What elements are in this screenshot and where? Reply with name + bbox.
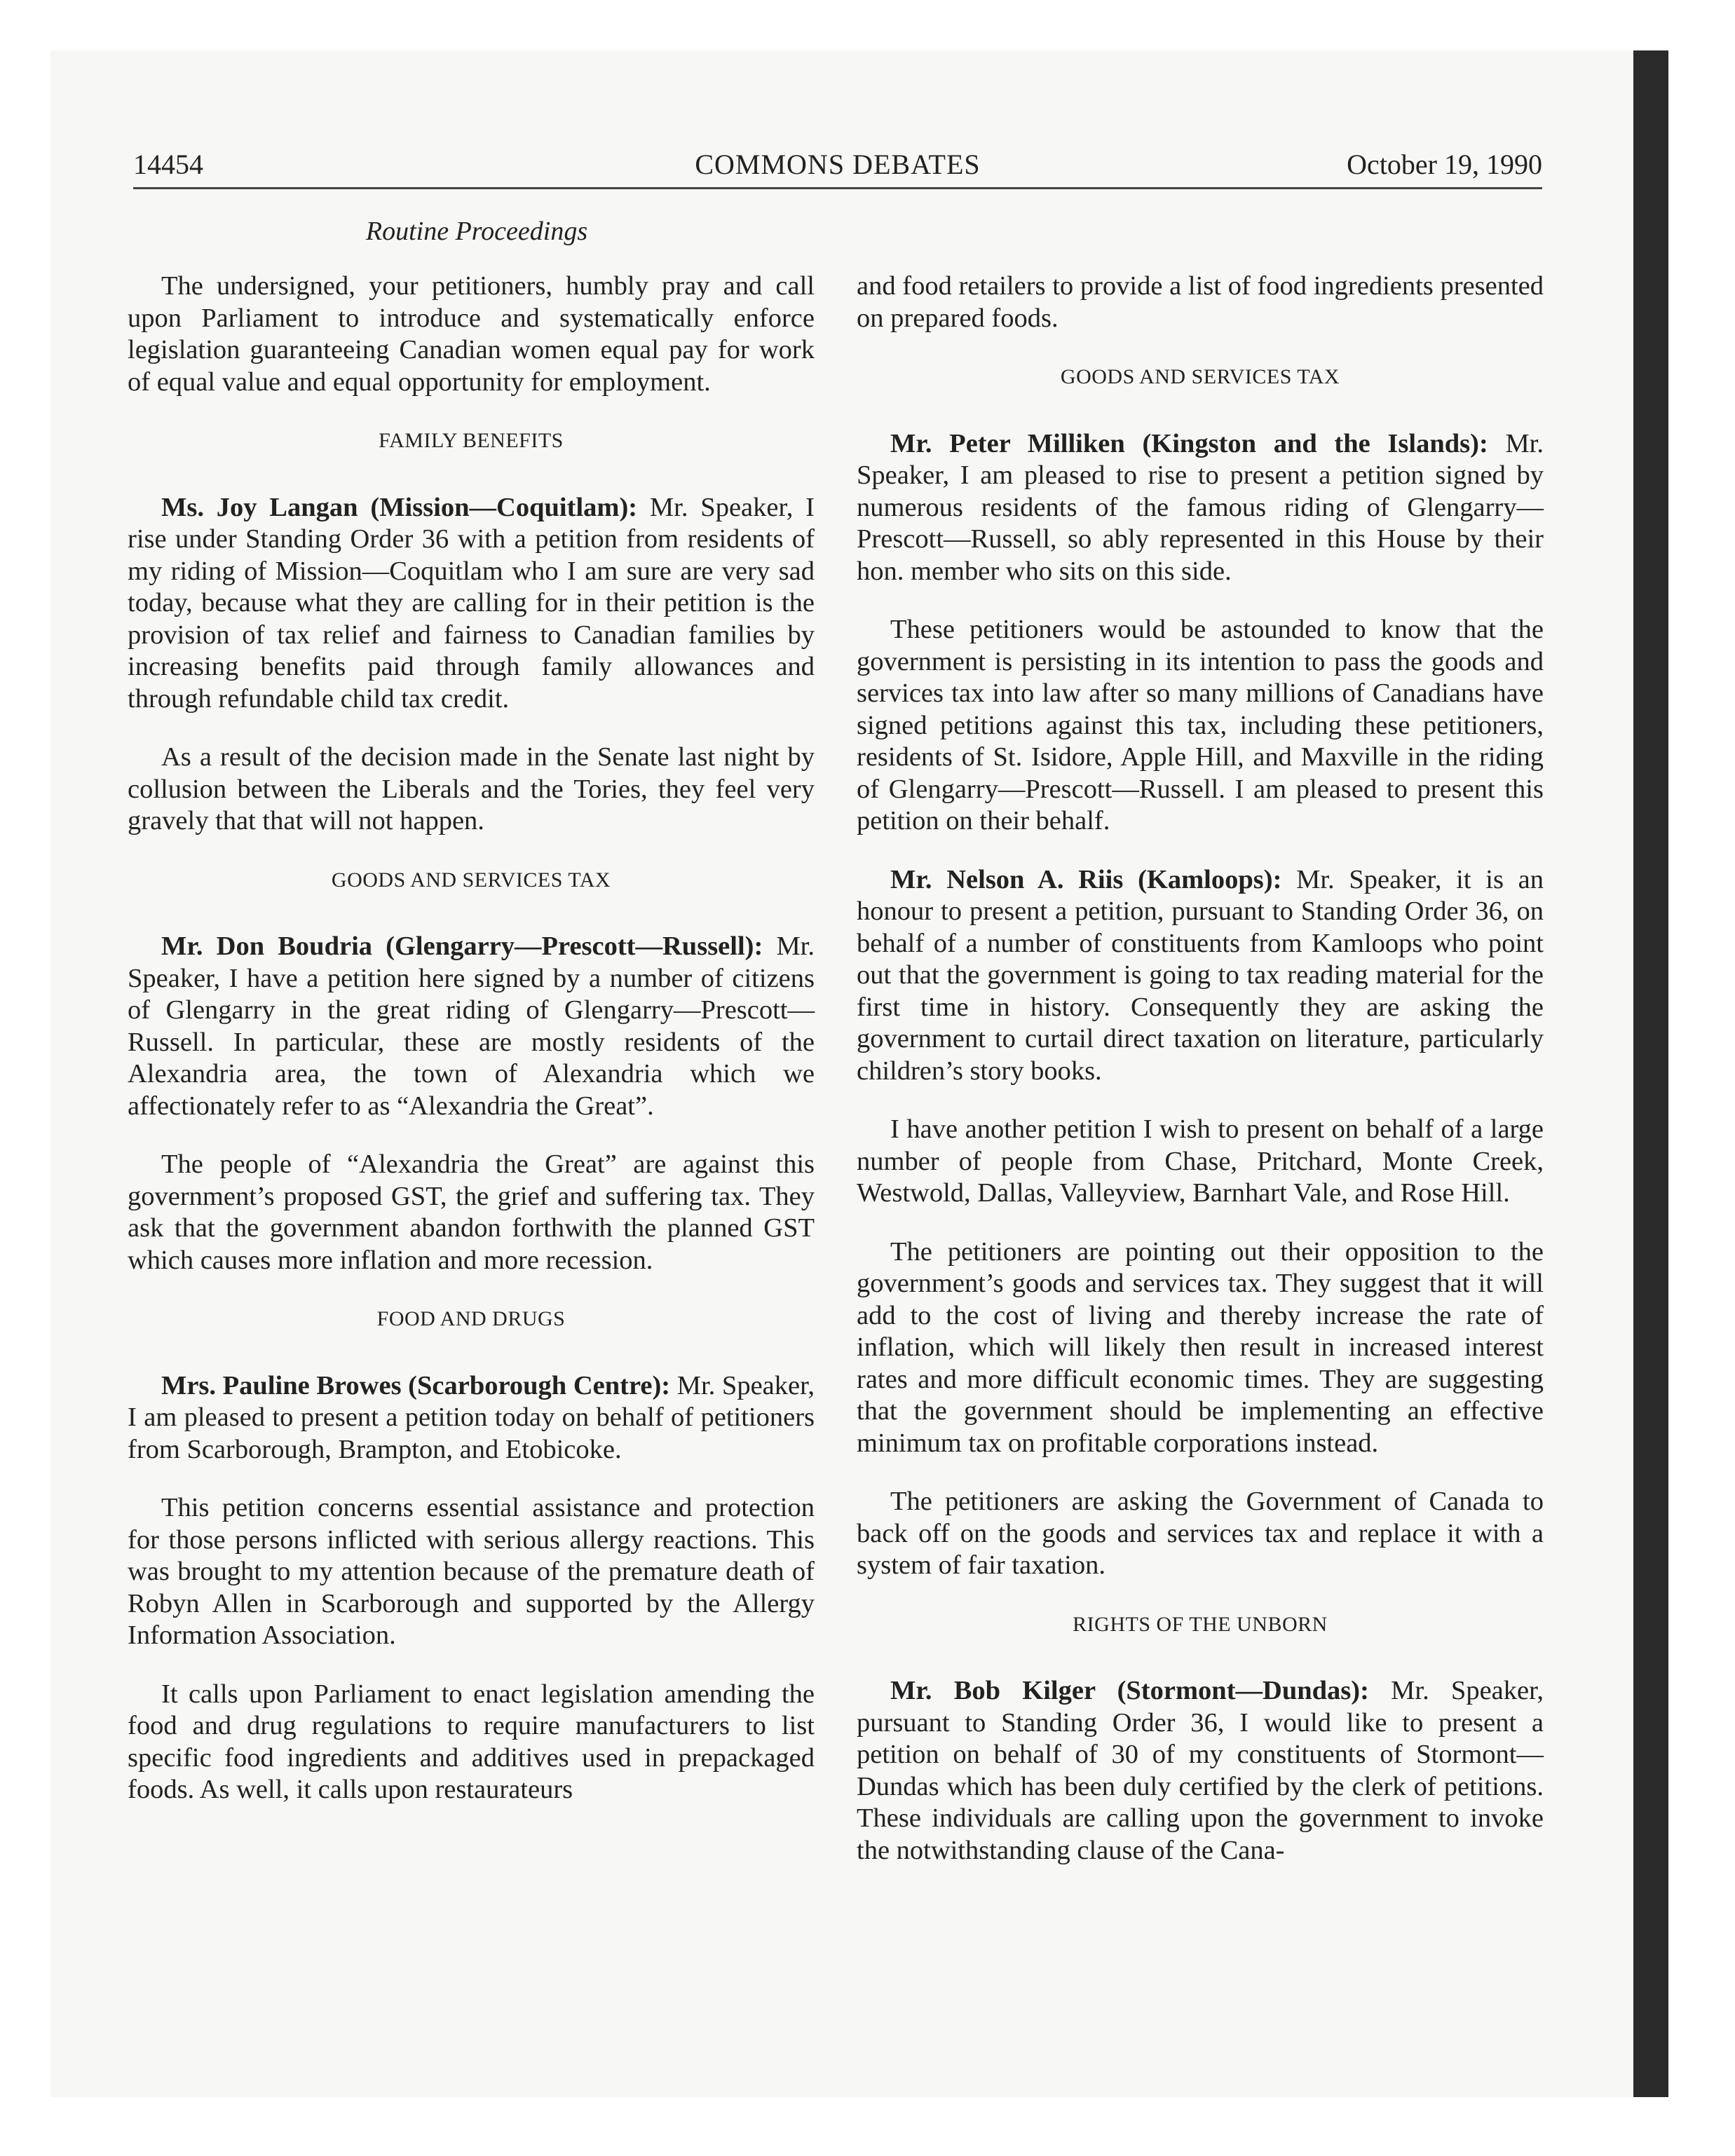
- paragraph: As a result of the decision made in the Senate last night by collusion between the Liberals and the Tories, they feel very gravely that that will not happen.: [128, 742, 815, 835]
- browes-statement: [128, 1370, 815, 1466]
- speaker-name: Mrs. Pauline Browes (Scarborough Centre):: [161, 1370, 671, 1400]
- milliken-statement: [857, 428, 1544, 588]
- heading-goods-services-tax: GOODS AND SERVICES TAX: [331, 868, 611, 892]
- statement-text: Mr. Speaker, pursuant to Standing Order 36, I would like to present a petition on behalf of 30 of my constituents of Stormont—Dundas which has been duly certified by the clerk of petitions. These individuals are calling upon the government to invoke the notwithstanding clause of the Cana-: [857, 1676, 1544, 1865]
- paragraph-continuation: and food retailers to provide a list of food ingredients presented on prepared foods.: [857, 271, 1544, 333]
- paragraph: This petition concerns essential assistance and protection for those persons inflicted with serious allergy reactions. This was brought to my attention because of the premature death of Robyn Allen in Scarborough and supported by the Allergy Information Association.: [128, 1493, 815, 1650]
- speaker-name: Mr. Nelson A. Riis (Kamloops):: [890, 864, 1282, 894]
- heading-goods-services-tax: GOODS AND SERVICES TAX: [1060, 365, 1340, 388]
- paragraph: The petitioners are asking the Government of Canada to back off on the goods and services tax and replace it with a system of fair taxation.: [857, 1487, 1544, 1580]
- speaker-name: Mr. Bob Kilger (Stormont—Dundas):: [890, 1676, 1369, 1705]
- petition-text: The undersigned, your petitioners, humbly pray and call upon Parliament to introduce and systematically enforce legislation guaranteeing Canadian women equal pay for work of equal value and equal opportunity for employment.: [128, 271, 815, 397]
- section-label: Routine Proceedings: [365, 217, 588, 246]
- boudria-statement: [128, 931, 815, 1122]
- right-column: [857, 271, 1544, 1893]
- riis-statement: [857, 864, 1544, 1088]
- page-header: [133, 144, 1542, 189]
- heading-family-benefits: FAMILY BENEFITS: [379, 429, 564, 452]
- page-date: October 19, 1990: [1347, 149, 1542, 180]
- paragraph: I have another petition I wish to present on behalf of a large number of people from Chase, Pritchard, Monte Creek, Westwold, Dallas, Valleyview, Barnhart Vale, and Rose Hill.: [857, 1114, 1544, 1208]
- heading-rights-of-the-unborn: RIGHTS OF THE UNBORN: [1073, 1612, 1328, 1636]
- paragraph: These petitioners would be astounded to know that the government is persisting in its intention to pass the goods and services tax into law after so many millions of Canadians have signed petitions against this tax, including these petitioners, residents of St. Isidore, Apple Hill, and Maxville in the riding of Glengarry—Prescott—Russell. I am pleased to present this petition on their behalf.: [857, 615, 1544, 835]
- statement-text: Mr. Speaker, I rise under Standing Order 36 with a petition from residents of my riding of Mission—Coquitlam who I am sure are very sad today, because what they are calling for in their petition is the provision of tax relief and fairness to Canadian families by increasing benefits paid through family allowances and through refundable child tax credit.: [128, 492, 815, 714]
- paragraph: The petitioners are pointing out their opposition to the government’s goods and services tax. They suggest that it will add to the cost of living and thereby increase the rate of inflation, which will likely then result in increased interest rates and more difficult economic times. They are suggesting that the government should be implementing an effective minimum tax on profitable corporations instead.: [857, 1236, 1544, 1458]
- paragraph: It calls upon Parliament to enact legislation amending the food and drug regulations to require manufacturers to list specific food ingredients and additives used in prepackaged foods. As well, it calls upon restaurateurs: [128, 1679, 815, 1804]
- heading-food-and-drugs: FOOD AND DRUGS: [376, 1307, 566, 1330]
- paragraph: The people of “Alexandria the Great” are against this government’s proposed GST, the grief and suffering tax. They ask that the government abandon forthwith the planned GST which causes more inflation and more recession.: [128, 1149, 815, 1275]
- kilger-statement: [857, 1675, 1544, 1867]
- speaker-name: Mr. Peter Milliken (Kingston and the Islands):: [890, 428, 1488, 458]
- statement-text: Mr. Speaker, it is an honour to present a petition, pursuant to Standing Order 36, on behalf of a number of constituents from Kamloops who point out that the government is going to tax reading material for the first time in history. Consequently they are asking the government to curtail direct taxation on literature, particularly children’s story books.: [857, 864, 1544, 1086]
- left-column: [128, 271, 815, 1833]
- page-number: 14454: [133, 149, 203, 180]
- scan-edge-shadow: [1633, 50, 1668, 2097]
- statement-text: Mr. Speaker, I am pleased to rise to present a petition signed by numerous residents of the famous riding of Glengarry—Prescott—Russell, so ably represented in this House by their hon. member who sits on this side.: [857, 428, 1544, 586]
- speaker-name: Ms. Joy Langan (Mission—Coquitlam):: [161, 492, 638, 522]
- speaker-name: Mr. Don Boudria (Glengarry—Prescott—Russell):: [161, 932, 763, 961]
- langan-statement: [128, 492, 815, 716]
- statement-text: Mr. Speaker, I am pleased to present a petition today on behalf of petitioners from Scarborough, Brampton, and Etobicoke.: [128, 1370, 815, 1464]
- statement-text: Mr. Speaker, I have a petition here signed by a number of citizens of Glengarry in the great riding of Glengarry—Prescott—Russell. In particular, these are mostly residents of the Alexandria area, the town of Alexandria which we affectionately refer to as “Alexandria the Great”.: [128, 932, 815, 1121]
- publication-title: COMMONS DEBATES: [695, 149, 981, 180]
